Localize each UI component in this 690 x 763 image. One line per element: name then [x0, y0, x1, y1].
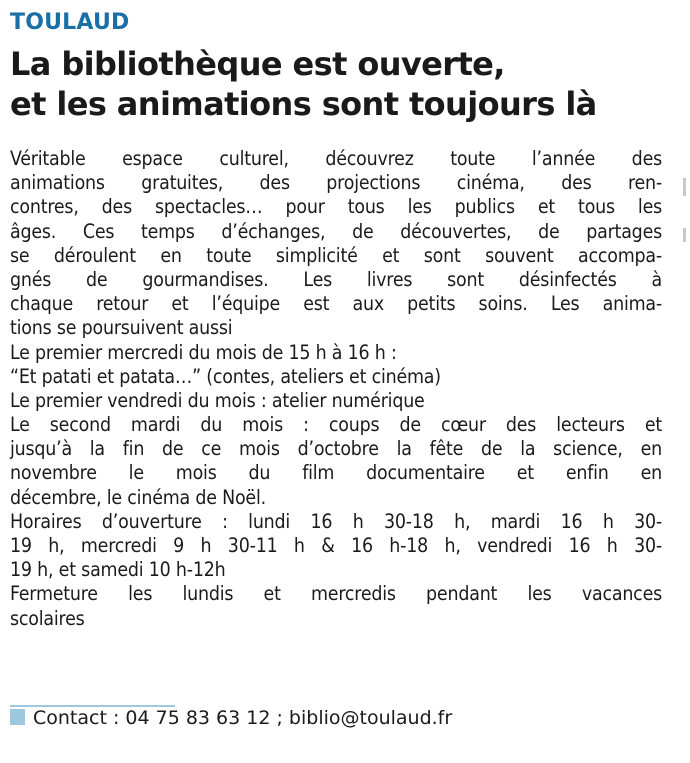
body-line: décembre, le cinéma de Noël.	[10, 485, 266, 509]
body-line: contres, des spectacles… pour tous les publics et tous les	[10, 195, 662, 219]
contact-line	[10, 704, 670, 732]
article-kicker: TOULAUD	[10, 10, 130, 35]
body-line: 19 h, mercredi 9 h 30-11 h & 16 h-18 h, vendredi 16 h 30-	[10, 534, 662, 557]
body-line: gnés de gourmandises. Les livres sont désinfectés à	[10, 267, 662, 291]
body-line: tions se poursuivent aussi	[10, 316, 233, 340]
article-headline	[10, 44, 662, 124]
article-body	[10, 147, 662, 631]
body-line: se déroulent en toute simplicité et sont souvent accompa-	[10, 243, 662, 267]
body-line: chaque retour et l’équipe est aux petits soins. Les anima-	[10, 292, 662, 316]
body-line: animations gratuites, des projections cinéma, des ren-	[10, 171, 662, 195]
body-line: Le premier vendredi du mois : atelier numérique	[10, 388, 425, 412]
headline-line: et les animations sont toujours là	[10, 85, 597, 123]
body-line: scolaires	[10, 606, 85, 630]
article	[10, 6, 662, 631]
body-line: Le second mardi du mois : coups de cœur des lecteurs et	[10, 413, 662, 437]
contact-marker-icon	[10, 709, 25, 725]
body-line: Horaires d’ouverture : lundi 16 h 30-18 h, mardi 16 h 30-	[10, 509, 662, 533]
body-line: jusqu’à la fin de ce mois d’octobre la fête de la science, en	[10, 437, 662, 461]
body-line: 19 h, et samedi 10 h-12h	[10, 558, 226, 582]
body-line: novembre le mois du film documentaire et enfin en	[10, 461, 662, 485]
margin-mark	[683, 178, 686, 196]
body-line: Le premier mercredi du mois de 15 h à 16 h :	[10, 340, 397, 364]
body-line: Véritable espace culturel, découvrez toute l’année des	[10, 147, 662, 170]
body-line: âges. Ces temps d’échanges, de découvertes, de partages	[10, 219, 662, 243]
body-line: Fermeture les lundis et mercredis pendant les vacances	[10, 582, 662, 606]
headline-line: La bibliothèque est ouverte,	[10, 45, 505, 83]
margin-mark	[683, 228, 686, 242]
body-line: “Et patati et patata…” (contes, ateliers et cinéma)	[10, 364, 441, 388]
contact-text: Contact : 04 75 83 63 12 ; biblio@toulaud.fr	[33, 707, 453, 729]
